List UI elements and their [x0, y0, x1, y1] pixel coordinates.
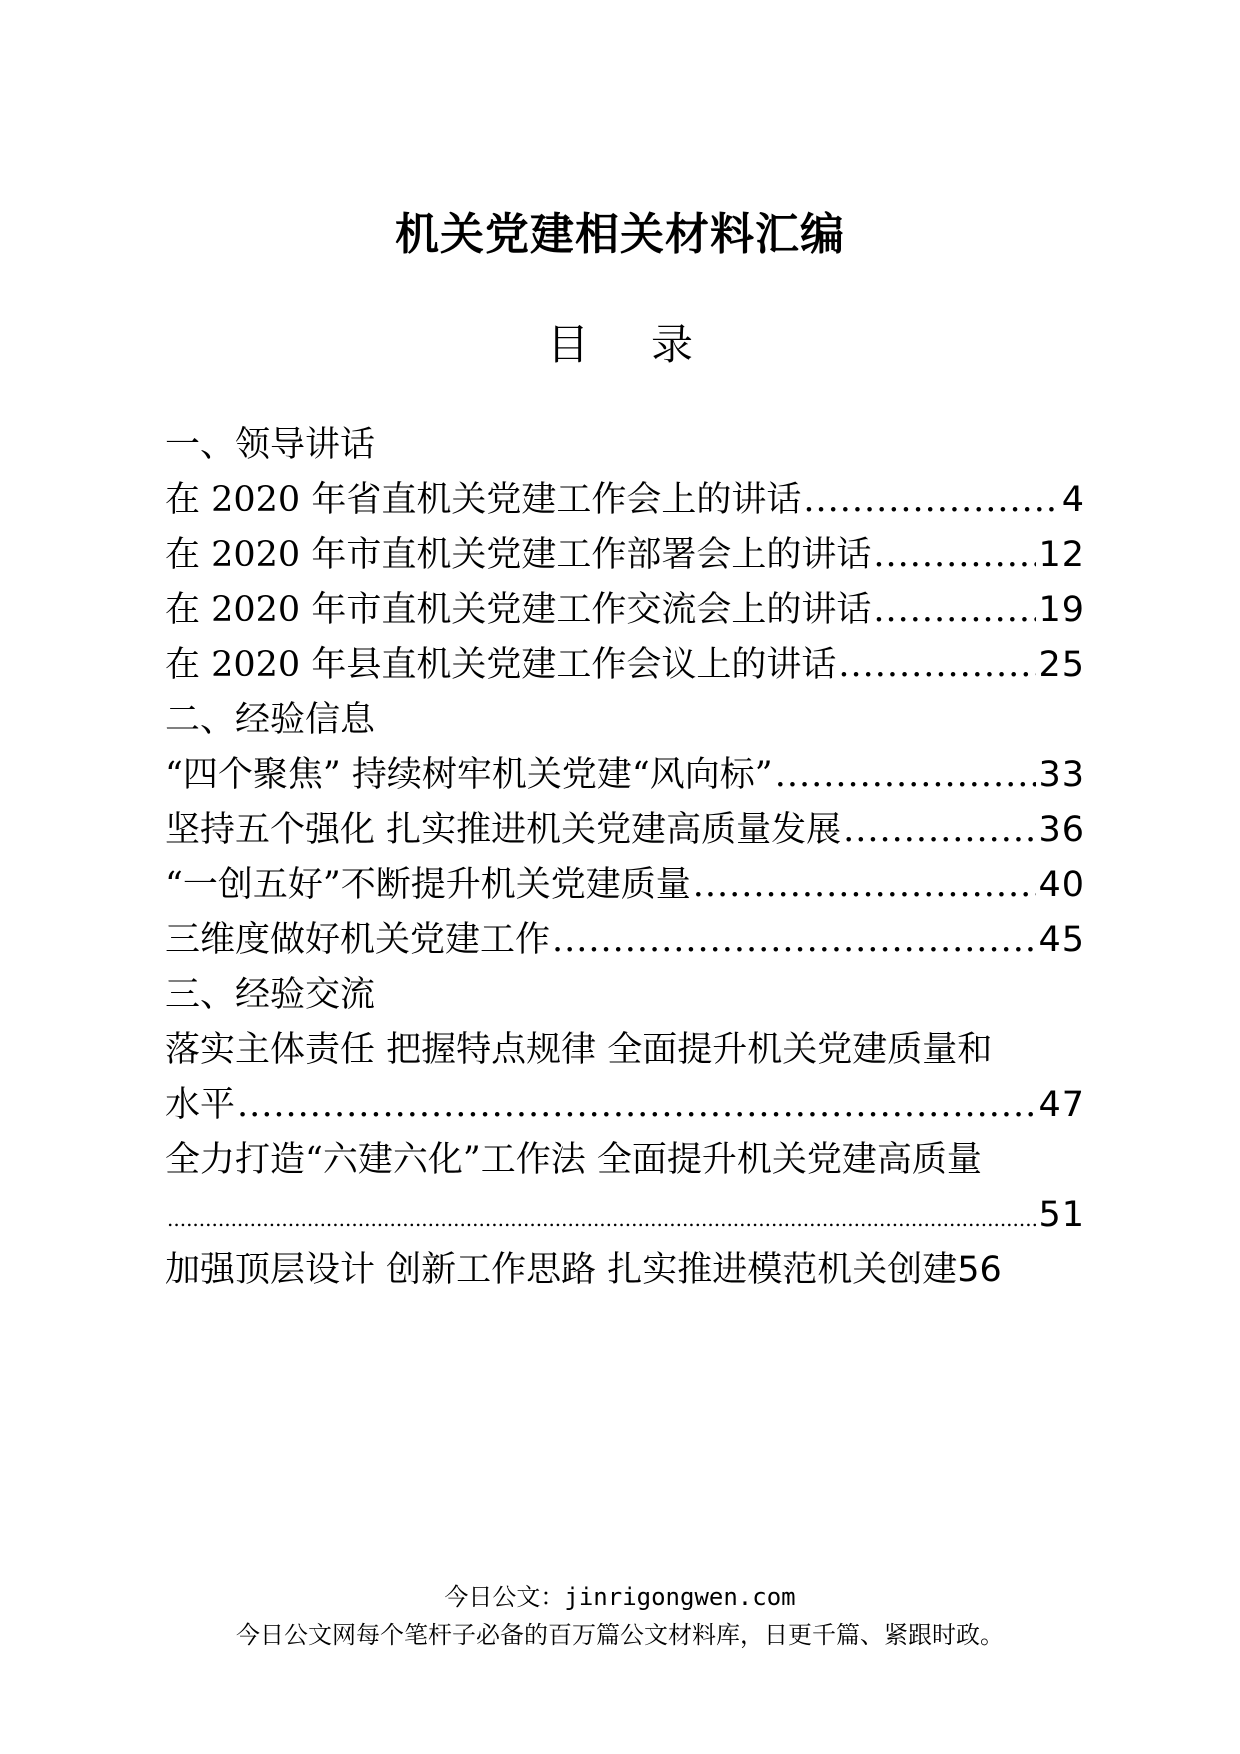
toc-entry-title: 在 2020 年县直机关党建工作会议上的讲话: [165, 645, 837, 685]
toc-entry-page: 40: [1038, 865, 1085, 905]
section-heading: 二、经验信息: [165, 700, 376, 740]
toc-entry-page: 12: [1038, 535, 1085, 575]
toc-entry-page: 36: [1038, 810, 1085, 850]
toc-entry-title: 在 2020 年市直机关党建工作部署会上的讲话: [165, 535, 872, 575]
dot-leader: [693, 858, 1037, 913]
toc-entry[interactable]: [165, 583, 1085, 638]
footer-site: [0, 1579, 1240, 1615]
toc-entry-title: “一创五好”不断提升机关党建质量: [165, 865, 691, 905]
dot-leader: [552, 913, 1036, 968]
dot-leader: [167, 1192, 1036, 1243]
toc-entry-title: “四个聚焦” 持续树牢机关党建“风向标”: [165, 755, 773, 795]
toc-entry-title: 三维度做好机关党建工作: [165, 920, 551, 960]
toc-entry-page: 51: [1038, 1195, 1085, 1235]
toc-entry-title: 坚持五个强化 扎实推进机关党建高质量发展: [165, 810, 842, 850]
footer-site-url[interactable]: jinrigongwen.com: [564, 1583, 796, 1611]
toc-entry[interactable]: [165, 803, 1085, 858]
section-heading: 一、领导讲话: [165, 425, 376, 465]
toc-entry[interactable]: [165, 1188, 1085, 1243]
table-of-contents: [165, 418, 1085, 1298]
dot-leader: [838, 638, 1036, 693]
dot-leader: [237, 1078, 1036, 1133]
toc-entry-page: 4: [1061, 480, 1085, 520]
toc-entry-page: 33: [1038, 755, 1085, 795]
dot-leader: [873, 583, 1036, 638]
toc-entry-title-line1[interactable]: 全力打造“六建六化”工作法 全面提升机关党建高质量: [165, 1140, 982, 1180]
toc-entry-page: 19: [1038, 590, 1085, 630]
toc-entry[interactable]: [165, 1243, 1085, 1298]
toc-heading: 目录: [546, 320, 755, 369]
toc-entry-page: 45: [1038, 920, 1085, 960]
toc-entry-title: 加强顶层设计 创新工作思路 扎实推进模范机关创建: [165, 1250, 958, 1290]
toc-entry-title: 在 2020 年省直机关党建工作会上的讲话: [165, 480, 802, 520]
toc-entry-title: 在 2020 年市直机关党建工作交流会上的讲话: [165, 590, 872, 630]
dot-leader: [873, 528, 1036, 583]
document-title: 机关党建相关材料汇编: [395, 209, 845, 260]
toc-entry-page: 47: [1038, 1085, 1085, 1125]
dot-leader: [843, 803, 1036, 858]
toc-entry[interactable]: [165, 1078, 1085, 1133]
toc-entry[interactable]: [165, 528, 1085, 583]
section-heading: 三、经验交流: [165, 975, 376, 1015]
toc-entry[interactable]: [165, 638, 1085, 693]
toc-entry-title-line2: 水平: [165, 1085, 236, 1125]
dot-leader: [803, 473, 1059, 528]
toc-entry[interactable]: [165, 913, 1085, 968]
dot-leader: [775, 748, 1037, 803]
toc-entry[interactable]: [165, 473, 1085, 528]
footer-site-label: 今日公文：: [444, 1583, 565, 1611]
toc-entry-title-line1[interactable]: 落实主体责任 把握特点规律 全面提升机关党建质量和: [165, 1030, 993, 1070]
toc-entry-page: 56: [957, 1250, 1002, 1290]
footer-tagline: 今日公文网每个笔杆子必备的百万篇公文材料库，日更千篇、紧跟时政。: [236, 1621, 1004, 1649]
toc-entry[interactable]: [165, 858, 1085, 913]
toc-entry[interactable]: [165, 748, 1085, 803]
toc-entry-page: 25: [1038, 645, 1085, 685]
